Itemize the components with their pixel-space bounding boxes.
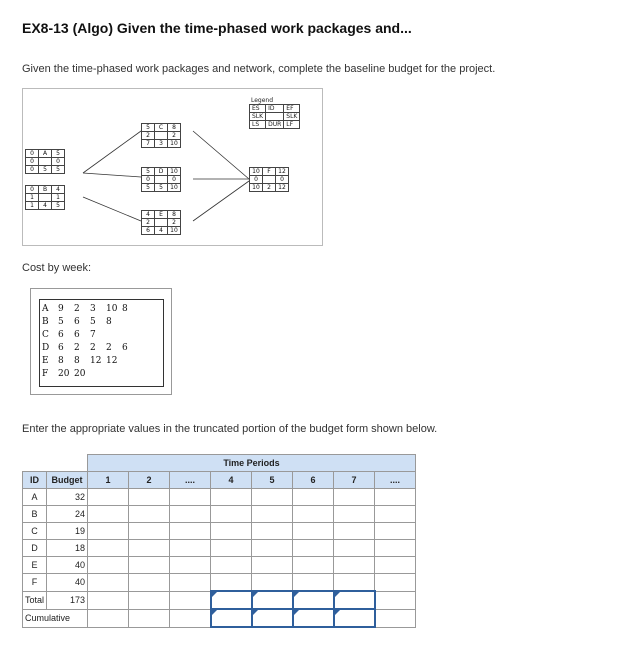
budget-row-id: B — [23, 506, 47, 523]
budget-period-cell — [88, 574, 129, 592]
budget-period-cell — [293, 540, 334, 557]
legend-slk-right: SLK — [284, 113, 300, 121]
budget-period-cell — [252, 489, 293, 506]
budget-row-id: E — [23, 557, 47, 574]
budget-period-cell — [129, 540, 170, 557]
budget-row — [23, 557, 416, 574]
header-period-6: 6 — [293, 472, 334, 489]
node-a: 0 A 5 0 0 0 5 5 — [25, 149, 65, 174]
legend-dur: DUR — [266, 121, 284, 129]
cost-value: 20 — [74, 369, 86, 379]
budget-row-value: 24 — [47, 506, 88, 523]
budget-period-cell — [170, 557, 211, 574]
budget-period-cell — [375, 574, 416, 592]
total-label: Total — [23, 591, 47, 609]
header-period-2: 2 — [129, 472, 170, 489]
total-period-6-input[interactable] — [293, 591, 334, 609]
cost-value: 7 — [90, 330, 96, 340]
budget-row-value: 32 — [47, 489, 88, 506]
arrow-a-d — [83, 173, 141, 177]
cost-value: 8 — [74, 356, 80, 366]
cost-value: 8 — [58, 356, 64, 366]
budget-period-cell — [293, 574, 334, 592]
budget-period-cell — [252, 557, 293, 574]
cost-by-week-label: Cost by week: — [22, 262, 92, 274]
header-ellipsis-2: .... — [375, 472, 416, 489]
budget-period-cell — [293, 489, 334, 506]
cost-row — [40, 317, 161, 328]
budget-period-cell — [334, 489, 375, 506]
header-period-4: 4 — [211, 472, 252, 489]
cost-value: 10 — [106, 304, 118, 314]
cumulative-label: Cumulative — [23, 609, 88, 627]
budget-period-cell — [129, 523, 170, 540]
legend-ls: LS — [250, 121, 266, 129]
budget-row-id: A — [23, 489, 47, 506]
total-row — [23, 591, 416, 609]
cumulative-period-4-input[interactable] — [211, 609, 252, 627]
budget-row-value: 40 — [47, 574, 88, 592]
cost-value: 8 — [122, 304, 128, 314]
page-title: EX8-13 (Algo) Given the time-phased work packages and... — [22, 20, 412, 36]
budget-period-cell — [293, 523, 334, 540]
budget-period-cell — [129, 557, 170, 574]
cost-value: 3 — [90, 304, 96, 314]
budget-period-cell — [170, 523, 211, 540]
legend-id: ID — [266, 105, 284, 113]
header-period-7: 7 — [334, 472, 375, 489]
cumulative-period-5-input[interactable] — [252, 609, 293, 627]
budget-period-cell — [211, 489, 252, 506]
header-budget: Budget — [47, 472, 88, 489]
budget-period-cell — [88, 506, 129, 523]
header-period-5: 5 — [252, 472, 293, 489]
budget-row-value: 19 — [47, 523, 88, 540]
budget-row — [23, 506, 416, 523]
cost-row — [40, 304, 161, 315]
header-id: ID — [23, 472, 47, 489]
budget-period-cell — [375, 523, 416, 540]
cost-value: 6 — [74, 317, 80, 327]
cumulative-period-7-input[interactable] — [334, 609, 375, 627]
budget-period-cell — [334, 557, 375, 574]
budget-period-cell — [252, 574, 293, 592]
cost-row — [40, 369, 161, 380]
cost-row-id: A — [42, 304, 49, 314]
cost-value: 5 — [90, 317, 96, 327]
budget-period-cell — [211, 506, 252, 523]
cost-row — [40, 343, 161, 354]
legend-slk-left: SLK — [250, 113, 266, 121]
budget-period-cell — [375, 557, 416, 574]
cost-row — [40, 330, 161, 341]
cost-value: 20 — [58, 369, 70, 379]
cost-value: 6 — [58, 343, 64, 353]
cumulative-period-6-input[interactable] — [293, 609, 334, 627]
budget-row — [23, 489, 416, 506]
cost-value: 2 — [74, 343, 80, 353]
cost-row — [40, 356, 161, 367]
cost-value: 9 — [58, 304, 64, 314]
budget-period-cell — [211, 523, 252, 540]
budget-period-cell — [252, 523, 293, 540]
budget-period-cell — [88, 540, 129, 557]
budget-period-cell — [170, 574, 211, 592]
cost-row-id: E — [42, 356, 49, 366]
cost-row-id: B — [42, 317, 49, 327]
arrow-b-e — [83, 197, 141, 221]
budget-period-cell — [375, 489, 416, 506]
time-periods-header: Time Periods — [88, 455, 416, 472]
budget-row-id: D — [23, 540, 47, 557]
budget-period-cell — [129, 574, 170, 592]
budget-row — [23, 523, 416, 540]
legend-title: Legend — [251, 97, 274, 104]
budget-period-cell — [170, 506, 211, 523]
budget-row-value: 40 — [47, 557, 88, 574]
budget-period-cell — [211, 557, 252, 574]
budget-period-cell — [334, 540, 375, 557]
total-period-4-input[interactable] — [211, 591, 252, 609]
legend-blank — [266, 113, 284, 121]
budget-period-cell — [170, 540, 211, 557]
budget-period-cell — [334, 574, 375, 592]
arrow-a-c — [83, 131, 141, 173]
cost-value: 6 — [122, 343, 128, 353]
cost-value: 2 — [90, 343, 96, 353]
budget-row-value: 18 — [47, 540, 88, 557]
legend-lf: LF — [284, 121, 300, 129]
node-d: 5 D 10 0 0 5 5 10 — [141, 167, 181, 192]
header-ellipsis-1: .... — [170, 472, 211, 489]
cost-by-week-table — [30, 288, 172, 395]
header-period-1: 1 — [88, 472, 129, 489]
budget-row — [23, 574, 416, 592]
legend-es: ES — [250, 105, 266, 113]
budget-period-cell — [211, 574, 252, 592]
budget-instruction: Enter the appropriate values in the truncated portion of the budget form shown below. — [22, 423, 438, 435]
budget-row-id: F — [23, 574, 47, 592]
arrow-c-f — [193, 131, 249, 179]
legend — [249, 97, 300, 129]
cost-value: 8 — [106, 317, 112, 327]
total-period-7-input[interactable] — [334, 591, 375, 609]
total-value: 173 — [47, 591, 88, 609]
arrow-e-f — [193, 181, 249, 221]
cost-value: 2 — [106, 343, 112, 353]
network-diagram — [22, 88, 323, 246]
node-c: 5 C 8 2 2 7 3 10 — [141, 123, 181, 148]
budget-period-cell — [293, 557, 334, 574]
budget-period-cell — [170, 489, 211, 506]
budget-period-cell — [129, 489, 170, 506]
cost-value: 12 — [90, 356, 102, 366]
budget-period-cell — [252, 506, 293, 523]
cost-row-id: F — [42, 369, 49, 379]
cost-row-id: C — [42, 330, 49, 340]
cost-value: 2 — [74, 304, 80, 314]
budget-period-cell — [375, 506, 416, 523]
cost-value: 6 — [58, 330, 64, 340]
cost-value: 6 — [74, 330, 80, 340]
budget-period-cell — [375, 540, 416, 557]
legend-ef: EF — [284, 105, 300, 113]
budget-period-cell — [252, 540, 293, 557]
total-period-5-input[interactable] — [252, 591, 293, 609]
budget-period-cell — [129, 506, 170, 523]
node-e: 4 E 8 2 2 6 4 10 — [141, 210, 181, 235]
budget-row-id: C — [23, 523, 47, 540]
node-b: 0 B 4 1 1 1 4 5 — [25, 185, 65, 210]
budget-period-cell — [211, 540, 252, 557]
cumulative-row — [23, 609, 416, 627]
budget-period-cell — [88, 489, 129, 506]
budget-period-cell — [88, 523, 129, 540]
budget-period-cell — [88, 557, 129, 574]
budget-form — [22, 454, 416, 628]
budget-period-cell — [293, 506, 334, 523]
budget-period-cell — [334, 523, 375, 540]
node-f: 10 F 12 0 0 10 2 12 — [249, 167, 289, 192]
cost-value: 12 — [106, 356, 118, 366]
instructions-text: Given the time-phased work packages and network, complete the baseline budget for the project. — [22, 63, 496, 75]
budget-period-cell — [334, 506, 375, 523]
cost-row-id: D — [42, 343, 50, 353]
cost-value: 5 — [58, 317, 64, 327]
budget-row — [23, 540, 416, 557]
